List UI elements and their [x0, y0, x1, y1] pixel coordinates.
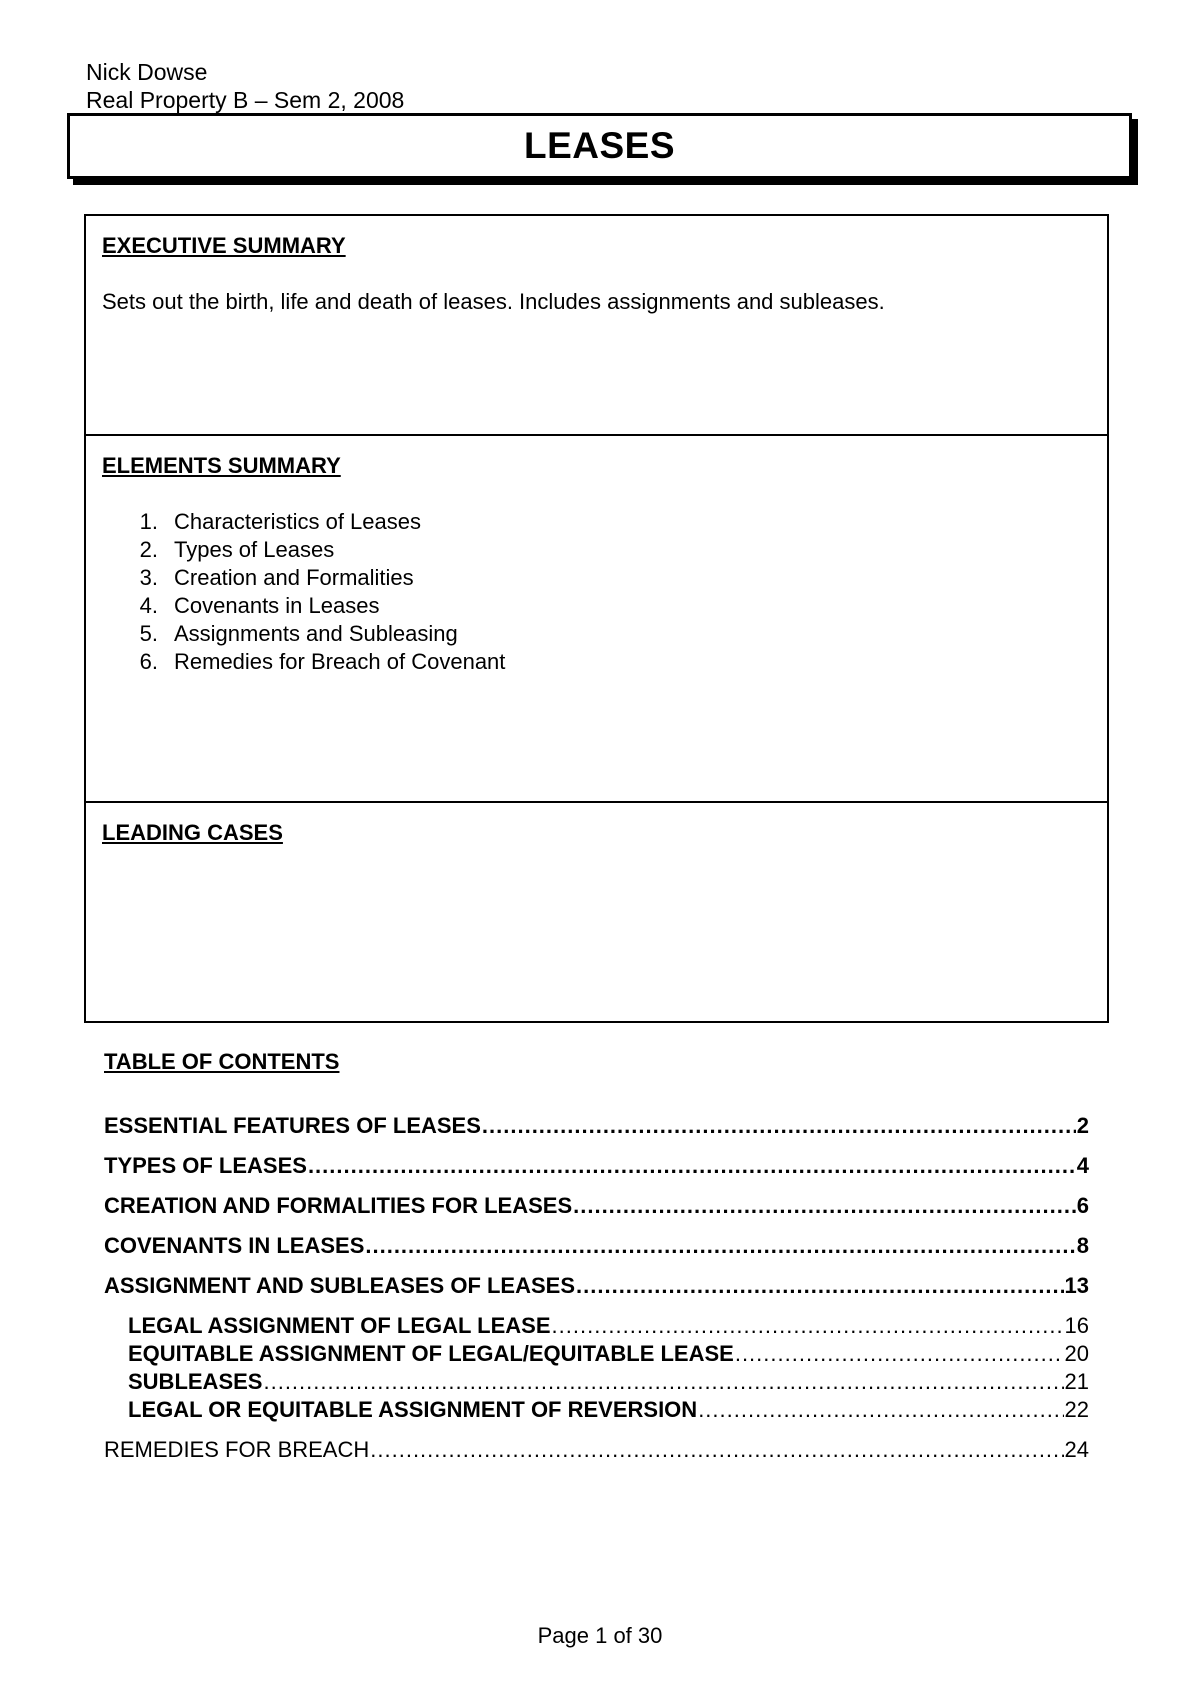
page-number: Page 1 of 30 [537, 1623, 663, 1648]
list-item-number: 1. [139, 509, 158, 534]
toc-dot-leader [576, 1272, 1064, 1300]
toc-entry[interactable] [104, 1152, 1089, 1180]
list-item-number: 2. [139, 537, 158, 562]
list-item [102, 536, 1107, 564]
executive-summary-heading: EXECUTIVE SUMMARY [102, 233, 346, 258]
toc-entry-title: LEGAL OR EQUITABLE ASSIGNMENT OF REVERSION [128, 1397, 698, 1422]
toc-subentry[interactable] [104, 1368, 1089, 1396]
list-item-number: 5. [139, 621, 158, 646]
toc-dot-leader [308, 1152, 1076, 1180]
toc-entry-page: 4 [1076, 1153, 1089, 1178]
list-item [102, 564, 1107, 592]
toc-heading: TABLE OF CONTENTS [104, 1049, 340, 1074]
list-item-number: 3. [139, 565, 158, 590]
toc-entry-page: 22 [1064, 1397, 1089, 1422]
elements-summary-section [86, 436, 1107, 803]
list-item-label: Creation and Formalities [174, 565, 414, 590]
table-of-contents [104, 1048, 1089, 1464]
toc-entry-page: 13 [1064, 1273, 1089, 1298]
list-item [102, 508, 1107, 536]
list-item-label: Covenants in Leases [174, 593, 380, 618]
toc-entry-title: LEGAL ASSIGNMENT OF LEGAL LEASE [128, 1313, 551, 1338]
toc-dot-leader [365, 1232, 1075, 1260]
toc-dot-leader [573, 1192, 1076, 1220]
list-item-number: 6. [139, 649, 158, 674]
toc-entry[interactable] [104, 1112, 1089, 1140]
toc-entry-title: SUBLEASES [128, 1369, 263, 1394]
list-item [102, 620, 1107, 648]
title-box [67, 113, 1132, 179]
list-item-number: 4. [139, 593, 158, 618]
elements-list [102, 508, 1107, 676]
toc-entry-title: EQUITABLE ASSIGNMENT OF LEGAL/EQUITABLE LEASE [128, 1341, 734, 1366]
toc-entry-page: 16 [1064, 1313, 1089, 1338]
toc-entry[interactable] [104, 1192, 1089, 1220]
toc-dot-leader [370, 1436, 1063, 1464]
page-title: LEASES [523, 125, 676, 166]
toc-entry-page: 2 [1076, 1113, 1089, 1138]
toc-entry-title: ESSENTIAL FEATURES OF LEASES [104, 1113, 481, 1138]
toc-entry-title: COVENANTS IN LEASES [104, 1233, 365, 1258]
toc-entry[interactable] [104, 1232, 1089, 1260]
toc-subentry[interactable] [104, 1340, 1089, 1368]
toc-entry-page: 24 [1064, 1437, 1089, 1462]
page-footer [0, 1622, 1200, 1650]
toc-entry-title: REMEDIES FOR BREACH [104, 1437, 370, 1462]
list-item-label: Characteristics of Leases [174, 509, 421, 534]
toc-entry-page: 20 [1064, 1341, 1089, 1366]
leading-cases-heading: LEADING CASES [102, 820, 283, 845]
toc-entry-title: CREATION AND FORMALITIES FOR LEASES [104, 1193, 573, 1218]
toc-subentry[interactable] [104, 1312, 1089, 1340]
list-item-label: Assignments and Subleasing [174, 621, 458, 646]
summary-table [84, 214, 1109, 1023]
toc-entry-title: ASSIGNMENT AND SUBLEASES OF LEASES [104, 1273, 576, 1298]
list-item-label: Types of Leases [174, 537, 335, 562]
author-name: Nick Dowse [86, 59, 208, 85]
toc-dot-leader [482, 1112, 1076, 1140]
toc-entry-page: 21 [1064, 1369, 1089, 1394]
executive-summary-section [86, 216, 1107, 436]
toc-dot-leader [263, 1368, 1063, 1396]
list-item [102, 648, 1107, 676]
toc-entry-page: 8 [1076, 1233, 1089, 1258]
toc-entry[interactable] [104, 1436, 1089, 1464]
toc-entry-page: 6 [1076, 1193, 1089, 1218]
toc-entry-title: TYPES OF LEASES [104, 1153, 307, 1178]
toc-subentry[interactable] [104, 1396, 1089, 1424]
leading-cases-section [86, 803, 1107, 1021]
toc-dot-leader [735, 1340, 1064, 1368]
list-item [102, 592, 1107, 620]
toc-dot-leader [698, 1396, 1063, 1424]
list-item-label: Remedies for Breach of Covenant [174, 649, 506, 674]
page-header [86, 58, 404, 114]
toc-dot-leader [552, 1312, 1064, 1340]
course-name: Real Property B – Sem 2, 2008 [86, 87, 405, 113]
executive-summary-text: Sets out the birth, life and death of leases. Includes assignments and subleases. [102, 289, 885, 314]
toc-entry[interactable] [104, 1272, 1089, 1300]
elements-summary-heading: ELEMENTS SUMMARY [102, 453, 341, 478]
